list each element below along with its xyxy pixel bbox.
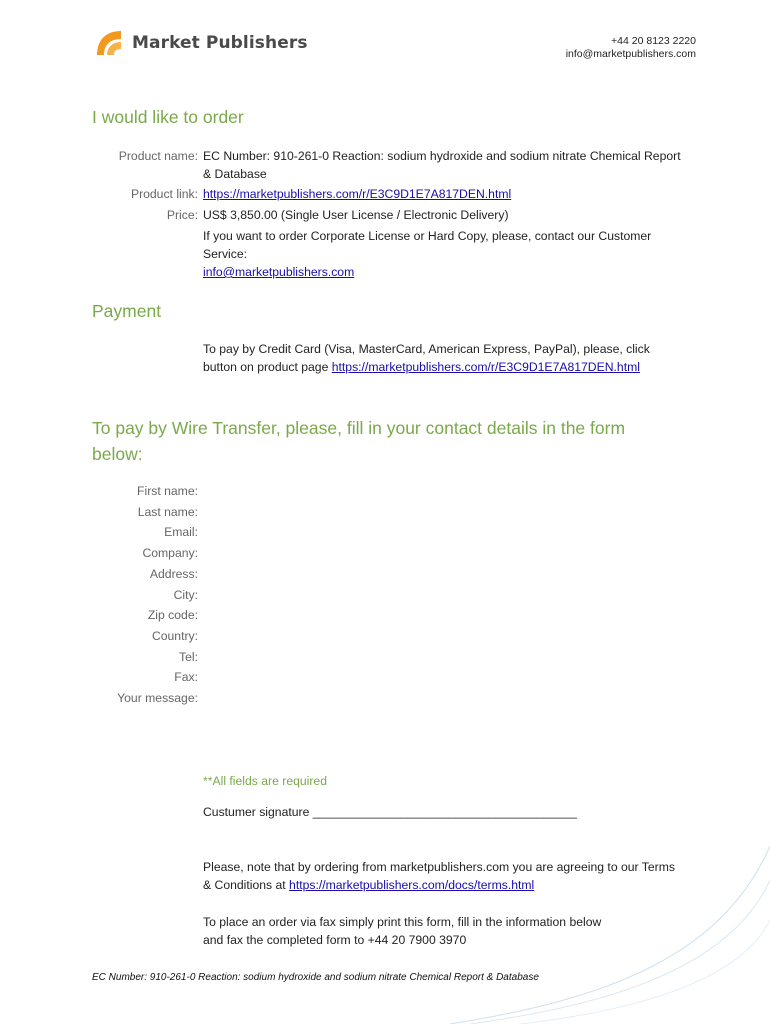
order-heading: I would like to order <box>92 107 244 127</box>
payment-product-link[interactable]: https://marketpublishers.com/r/E3C9D1E7A817DEN.html <box>331 360 640 374</box>
form-field-input[interactable] <box>203 648 718 666</box>
form-field-label: City: <box>173 587 198 602</box>
terms-text: Please, note that by ordering from marketpublishers.com you are agreeing to our Terms & Conditions at https://marketpublishers.com/docs/terms.html <box>203 860 675 892</box>
product-name-label: Product name: <box>118 149 198 163</box>
form-field-input[interactable] <box>203 503 718 521</box>
logo <box>95 28 308 58</box>
product-name-value: EC Number: 910-261-0 Reaction: sodium hydroxide and sodium nitrate Chemical Report & Database <box>203 149 681 181</box>
terms-link[interactable]: https://marketpublishers.com/docs/terms.html <box>289 878 535 892</box>
service-email-link[interactable]: info@marketpublishers.com <box>203 265 355 279</box>
form-field-input[interactable] <box>203 627 718 645</box>
price-value: US$ 3,850.00 (Single User License / Electronic Delivery) <box>203 208 509 222</box>
header-email[interactable]: info@marketpublishers.com <box>565 47 696 60</box>
header-phone: +44 20 8123 2220 <box>611 35 696 47</box>
footer-text: EC Number: 910-261-0 Reaction: sodium hydroxide and sodium nitrate Chemical Report & Database <box>92 972 539 983</box>
header-contact <box>566 35 696 60</box>
form-field-label: Zip code: <box>147 608 198 623</box>
signature-line: Custumer signature _______________________________________ <box>203 805 578 819</box>
product-link[interactable]: https://marketpublishers.com/r/E3C9D1E7A817DEN.html <box>203 187 512 201</box>
form-field-label: Email: <box>164 525 198 540</box>
form-field-input[interactable] <box>203 565 718 583</box>
price-label: Price: <box>166 208 198 222</box>
required-note: **All fields are required <box>203 774 327 788</box>
wire-heading: To pay by Wire Transfer, please, fill in your contact details in the form below: <box>92 418 626 464</box>
logo-text: Market Publishers <box>132 33 308 53</box>
product-link-label: Product link: <box>130 187 198 201</box>
form-field-label: Fax: <box>174 670 198 685</box>
form-field-input[interactable] <box>203 668 718 686</box>
form-field-input[interactable] <box>203 523 718 541</box>
fax-text: To place an order via fax simply print this form, fill in the information below and fax the completed form to +44 20 7900 3970 <box>203 915 602 947</box>
form-field-label: Last name: <box>137 504 198 519</box>
form-field-label: Your message: <box>117 691 198 705</box>
form-field-label: Tel: <box>179 649 198 664</box>
form-field-label: Company: <box>142 546 198 561</box>
form-field-input[interactable] <box>203 482 718 500</box>
payment-heading: Payment <box>92 301 162 321</box>
form-field-label: Country: <box>151 628 198 643</box>
corporate-note: If you want to order Corporate License or Hard Copy, please, contact our Customer Service: info@marketpublishers.com <box>203 229 652 279</box>
form-field-input[interactable] <box>203 689 718 707</box>
form-field-label: Address: <box>149 566 198 581</box>
form-field-input[interactable] <box>203 544 718 562</box>
payment-text: To pay by Credit Card (Visa, MasterCard, American Express, PayPal), please, click button on product page https://marketpublishers.com/r/E3C9D1E7A817DEN.html <box>203 342 650 374</box>
logo-icon <box>95 29 125 57</box>
form-field-label: First name: <box>137 484 198 498</box>
form-field-input[interactable] <box>203 586 718 604</box>
form-field-input[interactable] <box>203 606 718 624</box>
